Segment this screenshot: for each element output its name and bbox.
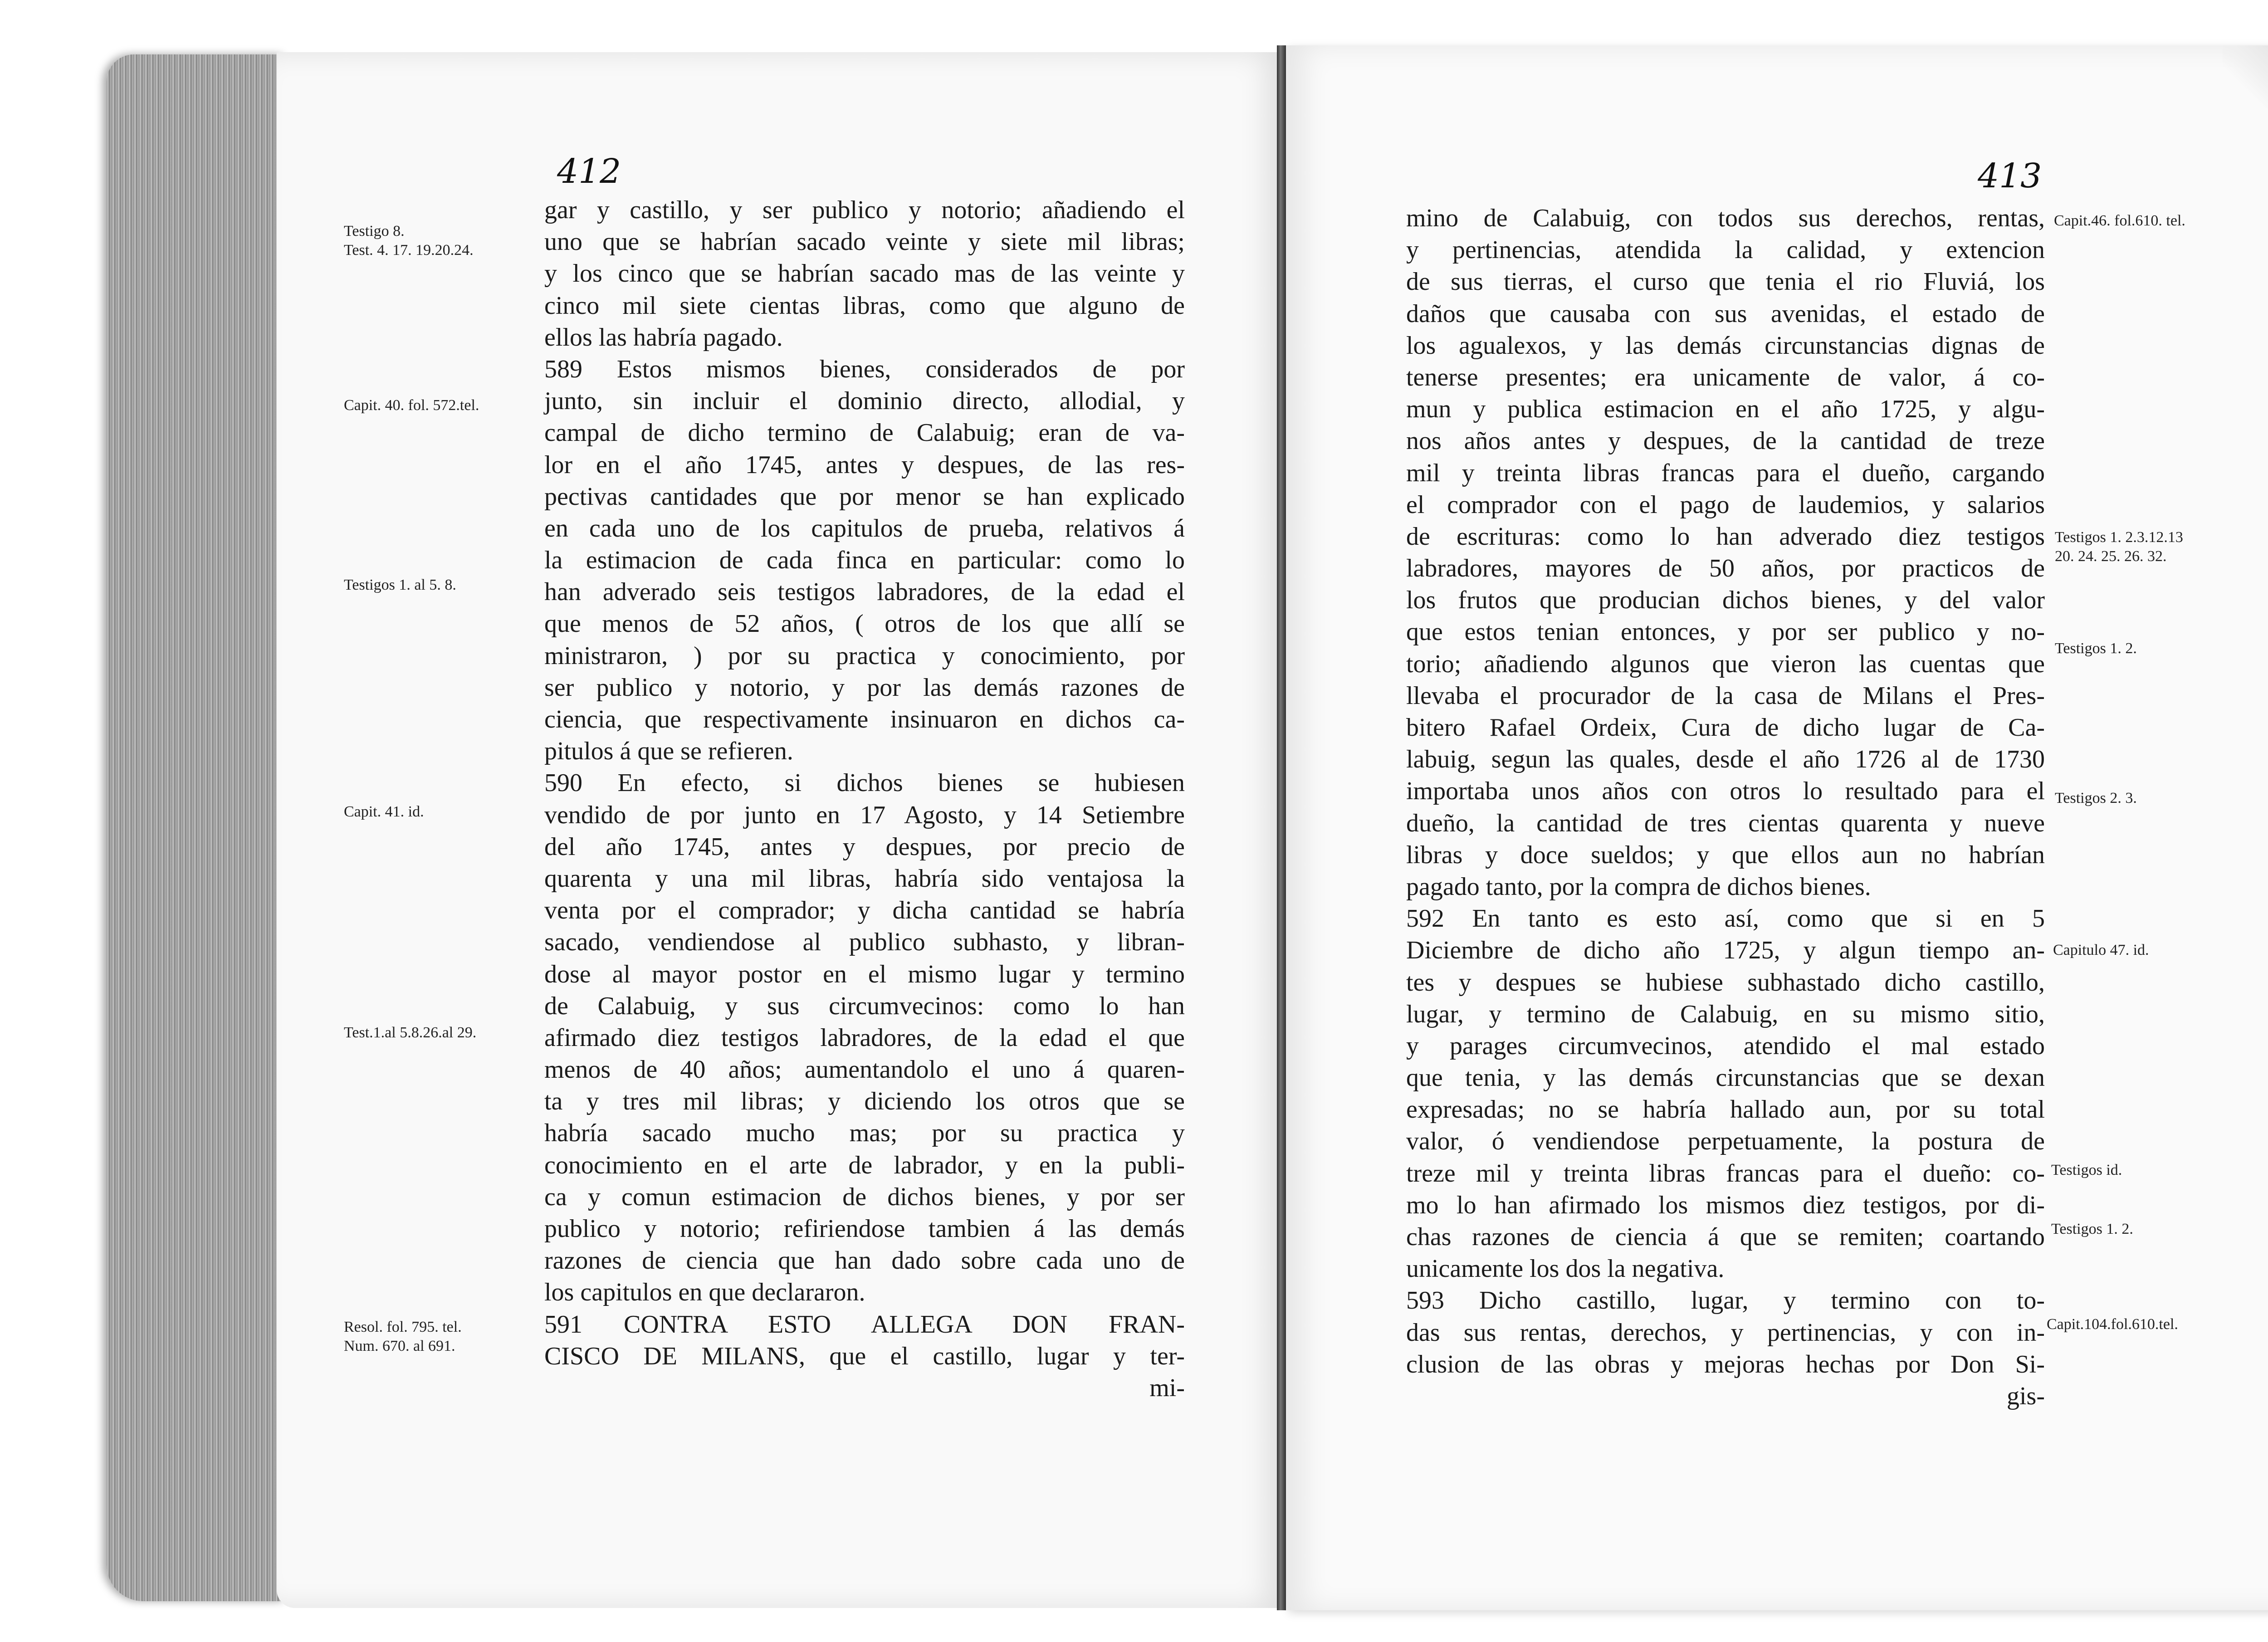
text-line: y los cinco que se habrían sacado mas de las veinte y (544, 259, 1185, 288)
text-line: cinco mil siete cientas libras, como que alguno de (544, 291, 1185, 320)
text-line: mil y treinta libras francas para el dueño, cargando (1406, 459, 2045, 487)
text-line: vendido de por junto en 17 Agosto, y 14 Setiembre (544, 801, 1185, 829)
text-line: de Calabuig, y sus circumvecinos: como lo han (544, 992, 1185, 1020)
text-line: del año 1745, antes y despues, por precio de (544, 832, 1185, 861)
margin-note: Testigos 1. al 5. 8. (344, 577, 456, 593)
text-line: pitulos á que se refieren. (544, 737, 793, 766)
book-gutter (1277, 45, 1286, 1610)
text-line: mi- (1149, 1373, 1185, 1402)
text-line: labradores, mayores de 50 años, por practicos de (1406, 554, 2045, 583)
margin-note: Testigos id. (2051, 1162, 2122, 1178)
margin-note: Test.1.al 5.8.26.al 29. (344, 1024, 477, 1041)
text-line: llevaba el procurador de la casa de Milans el Pres- (1406, 681, 2045, 710)
text-line: dose al mayor postor en el mismo lugar y termino (544, 960, 1185, 988)
text-line: 592 En tanto es esto así, como que si en 5 (1406, 904, 2045, 933)
text-line: habría sacado mucho mas; por su practica y (544, 1119, 1185, 1148)
text-line: y parages circumvecinos, atendido el mal estado (1406, 1031, 2045, 1060)
margin-note: Test. 4. 17. 19.20.24. (344, 242, 474, 259)
margin-note: Capit. 40. fol. 572.tel. (344, 397, 479, 414)
text-line: han adverado seis testigos labradores, de la edad el (544, 578, 1185, 606)
text-line: valor, ó vendiendose perpetuamente, la postura de (1406, 1127, 2045, 1156)
text-line: Diciembre de dicho año 1725, y algun tiempo an- (1406, 936, 2045, 965)
text-line: ser publico y notorio, y por las demás razones de (544, 673, 1185, 702)
text-line: 590 En efecto, si dichos bienes se hubiesen (544, 769, 1185, 797)
text-line: labuig, segun las quales, desde el año 1726 al de 1730 (1406, 745, 2045, 774)
text-line: ta y tres mil libras; y diciendo los otros que se (544, 1087, 1185, 1116)
text-line: expresadas; no se habría hallado aun, por su total (1406, 1095, 2045, 1124)
text-line: afirmado diez testigos labradores, de la edad el que (544, 1023, 1185, 1052)
page-corner-curl (2223, 45, 2268, 154)
text-line: libras y doce sueldos; y que ellos aun no habrían (1406, 841, 2045, 869)
text-line: mino de Calabuig, con todos sus derechos, rentas, (1406, 204, 2045, 232)
text-line: ellos las habría pagado. (544, 323, 783, 352)
text-line: gis- (2007, 1382, 2045, 1410)
text-line: los capitulos en que declararon. (544, 1278, 865, 1307)
text-line: los agualexos, y las demás circunstancias dignas de (1406, 331, 2045, 360)
right-page-number: 413 (1978, 156, 2042, 195)
text-line: venta por el comprador; y dicha cantidad se habría (544, 896, 1185, 925)
text-line: das sus rentas, derechos, y pertinencias, y con in- (1406, 1318, 2045, 1347)
text-line: tes y despues se hubiese subhastado dicho castillo, (1406, 968, 2045, 997)
text-line: ministraron, ) por su practica y conocimiento, por (544, 641, 1185, 670)
text-line: 593 Dicho castillo, lugar, y termino con to- (1406, 1286, 2045, 1315)
text-line: chas razones de ciencia á que se remiten; coartando (1406, 1223, 2045, 1251)
text-line: pectivas cantidades que por menor se han explicado (544, 482, 1185, 511)
margin-note: Num. 670. al 691. (344, 1338, 455, 1354)
margin-note: Capit.104.fol.610.tel. (2047, 1316, 2178, 1333)
text-line: ciencia, que respectivamente insinuaron en dichos ca- (544, 705, 1185, 733)
margin-note: Testigo 8. (344, 223, 405, 239)
text-line: clusion de las obras y mejoras hechas por Don Si- (1406, 1350, 2045, 1378)
text-line: conocimiento en el arte de labrador, y en la publi- (544, 1151, 1185, 1179)
right-page-body (1406, 202, 2045, 1412)
margin-note: Testigos 1. 2. (2055, 640, 2137, 657)
text-line: torio; añadiendo algunos que vieron las cuentas que (1406, 650, 2045, 678)
text-line: lor en el año 1745, antes y despues, de las res- (544, 450, 1185, 479)
margin-note: Testigos 1. 2. (2051, 1221, 2133, 1237)
text-line: razones de ciencia que han dado sobre cada uno de (544, 1246, 1185, 1275)
margin-note: Capit.46. fol.610. tel. (2054, 212, 2185, 229)
text-line: de escrituras: como lo han adverado diez testigos (1406, 522, 2045, 551)
text-line: que estos tenian entonces, y por ser publico y no- (1406, 618, 2045, 646)
text-line: nos años antes y despues, de la cantidad de treze (1406, 427, 2045, 455)
text-line: tenerse presentes; era unicamente de valor, á co- (1406, 363, 2045, 391)
text-line: bitero Rafael Ordeix, Cura de dicho lugar de Ca- (1406, 713, 2045, 742)
text-line: los frutos que producian dichos bienes, y del valor (1406, 586, 2045, 615)
text-line: sacado, vendiendose al publico subhasto, y libran- (544, 928, 1185, 957)
text-line: ca y comun estimacion de dichos bienes, y por ser (544, 1183, 1185, 1211)
text-line: uno que se habrían sacado veinte y siete mil libras; (544, 228, 1185, 256)
margin-note: Capit. 41. id. (344, 803, 424, 820)
text-line: pagado tanto, por la compra de dichos bienes. (1406, 872, 1871, 901)
text-line: mun y publica estimacion en el año 1725, y algu- (1406, 395, 2045, 424)
text-line: campal de dicho termino de Calabuig; eran de va- (544, 419, 1185, 447)
text-line: quarenta y una mil libras, habría sido ventajosa la (544, 864, 1185, 893)
text-line: 591 CONTRA ESTO ALLEGA DON FRAN- (544, 1310, 1185, 1339)
text-line: lugar, y termino de Calabuig, en su mismo sitio, (1406, 1000, 2045, 1028)
text-line: gar y castillo, y ser publico y notorio; añadiendo el (544, 196, 1185, 224)
margin-note: Testigos 2. 3. (2055, 790, 2137, 806)
text-line: daños que causaba con sus avenidas, el estado de (1406, 299, 2045, 328)
text-line: el comprador con el pago de laudemios, y salarios (1406, 490, 2045, 519)
text-line: publico y notorio; refiriendose tambien á las demás (544, 1215, 1185, 1243)
text-line: treze mil y treinta libras francas para el dueño: co- (1406, 1159, 2045, 1188)
text-line: que menos de 52 años, ( otros de los que allí se (544, 610, 1185, 638)
text-line: la estimacion de cada finca en particular: como lo (544, 546, 1185, 575)
margin-note: Testigos 1. 2.3.12.13 (2055, 529, 2183, 546)
text-line: dueño, la cantidad de tres cientas quarenta y nueve (1406, 809, 2045, 837)
book-page-edge (107, 54, 286, 1601)
text-line: importaba unos años con otros lo resultado para el (1406, 777, 2045, 806)
text-line: mo lo han afirmado los mismos diez testigos, por di- (1406, 1191, 2045, 1219)
text-line: unicamente los dos la negativa. (1406, 1255, 1725, 1283)
text-line: CISCO DE MILANS, que el castillo, lugar y ter- (544, 1342, 1185, 1370)
text-line: de sus tierras, el curso que tenia el rio Fluviá, los (1406, 268, 2045, 296)
text-line: que tenia, y las demás circunstancias que se dexan (1406, 1064, 2045, 1092)
text-line: en cada uno de los capitulos de prueba, relativos á (544, 514, 1185, 542)
margin-note: 20. 24. 25. 26. 32. (2055, 548, 2167, 565)
text-line: junto, sin incluir el dominio directo, allodial, y (544, 387, 1185, 415)
text-line: 589 Estos mismos bienes, considerados de por (544, 355, 1185, 383)
text-line: y pertinencias, atendida la calidad, y extencion (1406, 236, 2045, 264)
margin-note: Capitulo 47. id. (2053, 942, 2149, 958)
left-page-body (544, 194, 1185, 1404)
left-page-number: 412 (557, 152, 621, 191)
margin-note: Resol. fol. 795. tel. (344, 1319, 462, 1335)
text-line: menos de 40 años; aumentandolo el uno á quaren- (544, 1056, 1185, 1084)
